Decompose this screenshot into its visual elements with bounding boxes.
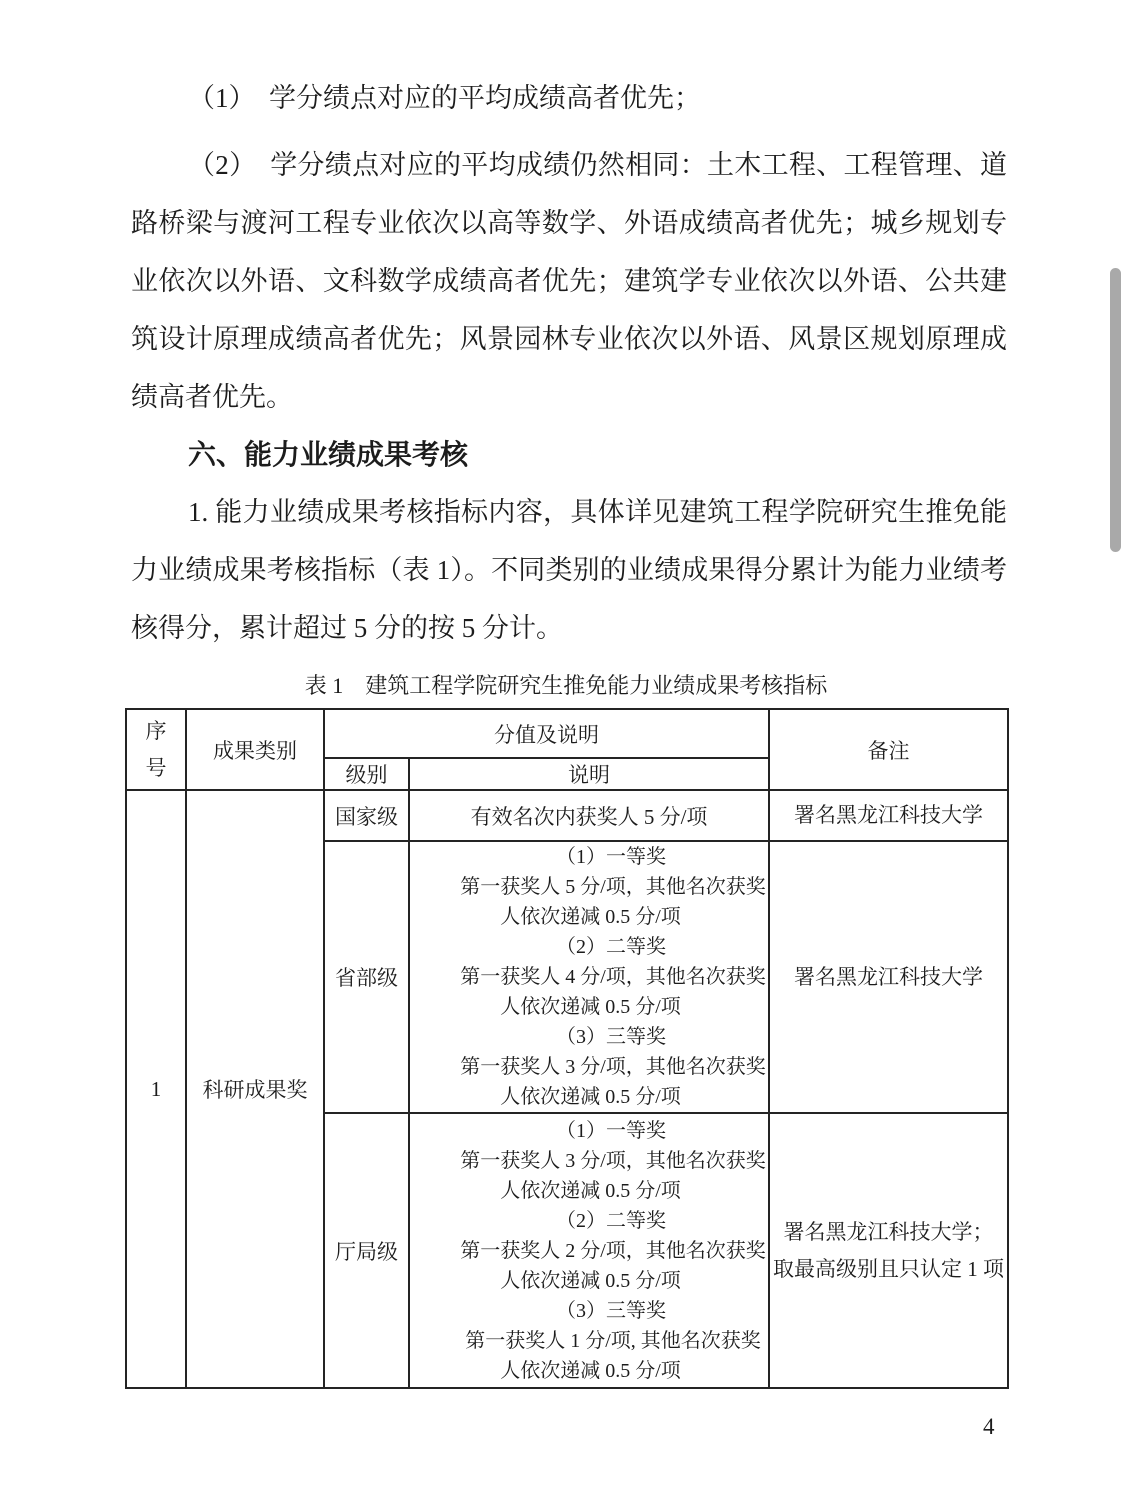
cell-level-provincial: 省部级 <box>324 841 409 1113</box>
header-level: 级别 <box>324 758 409 790</box>
header-score: 分值及说明 <box>324 709 769 758</box>
desc-line: （2）二等奖 <box>556 936 666 958</box>
cell-level-national: 国家级 <box>324 790 409 841</box>
desc-line: 人依次递减 0.5 分/项 <box>500 1179 681 1202</box>
desc-line: 人依次递减 0.5 分/项 <box>500 1086 681 1108</box>
table-caption: 表 1 建筑工程学院研究生推免能力业绩成果考核指标 <box>304 673 828 698</box>
note-line: 署名黑龙江科技大学； <box>783 1219 994 1244</box>
section-heading: 六、能力业绩成果考核 <box>188 439 469 470</box>
cell-desc-provincial <box>409 841 769 1113</box>
text-line: 筑设计原理成绩高者优先；风景园林专业依次以外语、风景区规划原理成 <box>131 324 1007 354</box>
desc-line: 第一获奖人 5 分/项，其他名次获奖 <box>460 876 766 898</box>
paragraph-1 <box>131 69 1007 127</box>
desc-line: 人依次递减 0.5 分/项 <box>500 1359 681 1382</box>
note-line: 取最高级别且只认定 1 项 <box>773 1256 1004 1281</box>
cell-index: 1 <box>126 790 186 1388</box>
cell-note-bureau <box>769 1113 1008 1388</box>
desc-line: 人依次递减 0.5 分/项 <box>500 1269 681 1292</box>
cell-category: 科研成果奖 <box>186 790 324 1388</box>
text-line: 力业绩成果考核指标（表 1）。不同类别的业绩成果得分累计为能力业绩考 <box>131 555 1007 585</box>
table-row-national <box>126 790 1008 841</box>
assessment-table <box>125 708 1009 1389</box>
text-line: 业依次以外语、文科数学成绩高者优先；建筑学专业依次以外语、公共建 <box>131 266 1007 296</box>
paragraph-2 <box>131 136 1007 426</box>
desc-line: 人依次递减 0.5 分/项 <box>500 906 681 928</box>
cell-desc-national: 有效名次内获奖人 5 分/项 <box>409 790 769 841</box>
text-line: 绩高者优先。 <box>131 382 293 412</box>
desc-line: （2）二等奖 <box>556 1209 666 1232</box>
desc-line: 第一获奖人 3 分/项，其他名次获奖 <box>460 1149 766 1172</box>
desc-line: （3）三等奖 <box>556 1026 666 1048</box>
text-line: （1） 学分绩点对应的平均成绩高者优先； <box>188 83 701 113</box>
cell-level-bureau: 厅局级 <box>324 1113 409 1388</box>
table-header-row-1 <box>126 709 1008 758</box>
cell-note-national <box>769 790 1008 841</box>
page-number: 4 <box>983 1414 995 1439</box>
desc-line: （1）一等奖 <box>556 846 666 868</box>
cell-desc-bureau <box>409 1113 769 1388</box>
header-note: 备注 <box>769 709 1008 790</box>
header-category: 成果类别 <box>186 709 324 790</box>
desc-line: （1）一等奖 <box>556 1119 666 1142</box>
text-line: 路桥梁与渡河工程专业依次以高等数学、外语成绩高者优先；城乡规划专 <box>131 208 1007 238</box>
header-desc: 说明 <box>409 758 769 790</box>
text-line: 核得分，累计超过 5 分的按 5 分计。 <box>131 613 563 643</box>
text-line: 1. 能力业绩成果考核指标内容，具体详见建筑工程学院研究生推免能 <box>188 497 1007 527</box>
scrollbar-thumb[interactable] <box>1110 268 1121 552</box>
header-index-line2: 号 <box>145 755 167 780</box>
paragraph-3 <box>131 483 1007 657</box>
desc-line: 人依次递减 0.5 分/项 <box>500 996 681 1018</box>
note-line: 署名黑龙江科技大学 <box>794 803 983 827</box>
text-line: （2） 学分绩点对应的平均成绩仍然相同：土木工程、工程管理、道 <box>188 150 1007 180</box>
note-line: 署名黑龙江科技大学 <box>794 964 983 989</box>
header-index-line1: 序 <box>145 718 167 743</box>
desc-line: （3）三等奖 <box>556 1299 666 1322</box>
desc-line: 第一获奖人 2 分/项，其他名次获奖 <box>460 1239 766 1262</box>
desc-line: 第一获奖人 3 分/项，其他名次获奖 <box>460 1056 766 1078</box>
cell-note-provincial <box>769 841 1008 1113</box>
desc-line: 第一获奖人 1 分/项, 其他名次获奖 <box>465 1329 761 1352</box>
header-index <box>126 709 186 790</box>
desc-line: 第一获奖人 4 分/项，其他名次获奖 <box>460 966 766 988</box>
